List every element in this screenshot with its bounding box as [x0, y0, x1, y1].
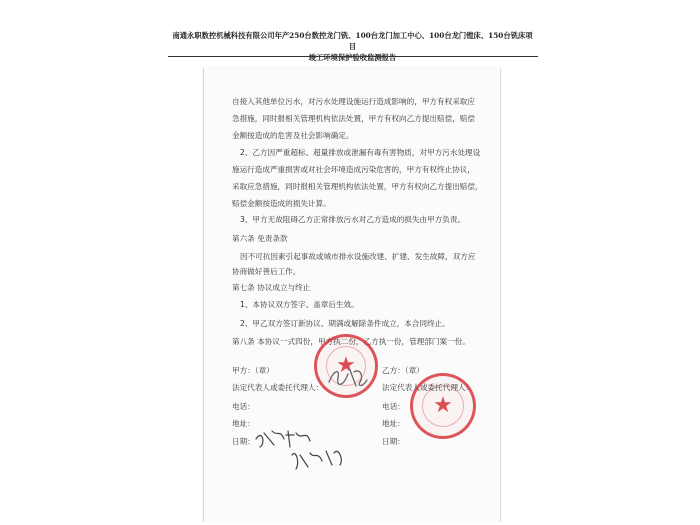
- header-line-1: 南通永职数控机械科技有限公司年产250台数控龙门铣、100台龙门加工中心、100台龙门镗床、150台铣床项目: [172, 31, 533, 51]
- party-a-address-label: 地址：: [232, 419, 255, 428]
- party-a-date-label: 日期：: [232, 437, 255, 446]
- party-b-legal-rep-label: 法定代表人或委托代理人：: [382, 383, 474, 392]
- section7-item-1: 1、本协议双方签字、盖章后生效。: [240, 300, 359, 309]
- section6-title: 第六条 免责条款: [232, 234, 288, 243]
- p2-line-2: 施运行造成严重损害或对社会环境造成污染危害的，甲方有权终止协议，: [232, 165, 475, 174]
- p1-line-1: 自接入其他单位污水，对污水处理设施运行造成影响的，甲方有权采取应: [232, 97, 475, 106]
- party-a-legal-rep-label: 法定代表人或委托代理人：: [232, 383, 324, 392]
- party-b-label: 乙方：（章）: [382, 366, 424, 375]
- p1-line-2: 急措施，同时报相关管理机构依法处置，甲方有权向乙方提出赔偿，赔偿: [232, 114, 475, 123]
- party-a-phone-label: 电话：: [232, 402, 255, 411]
- section6-line-2: 协商做好善后工作。: [232, 267, 301, 276]
- section8-line: 第八条 本协议一式四份，甲方执二份，乙方执一份，管理部门案一份。: [232, 337, 470, 346]
- handwritten-signature-date: [252, 425, 362, 483]
- party-b-seal: ★: [410, 373, 476, 439]
- header-line-2: 竣工环境保护验收监测报告: [308, 53, 397, 62]
- party-b-phone-label: 电话：: [382, 402, 405, 411]
- section6-line-1: 因不可抗因素引起事故或城市排水设施改建、扩建、发生故障，双方应: [240, 252, 476, 261]
- p2-line-3: 采取应急措施，同时报相关管理机构依法处置，甲方有权向乙方提出赔偿，: [232, 182, 483, 191]
- section7-item-2: 2、甲乙双方签订新协议、期满或解除条件成立，本合同终止。: [240, 319, 450, 328]
- party-a-seal: ★: [314, 334, 378, 398]
- party-a-label: 甲方：（章）: [232, 366, 274, 375]
- handwritten-signature-a: [326, 360, 370, 394]
- header-divider: [168, 56, 538, 57]
- section7-title: 第七条 协议成立与终止: [232, 283, 311, 292]
- party-b-address-label: 地址：: [382, 419, 405, 428]
- p1-line-3: 金额按造成的危害及社会影响确定。: [232, 131, 354, 140]
- p3-line: 3、甲方无故阻碍乙方正常排放污水对乙方造成的损失由甲方负责。: [240, 215, 466, 224]
- p2-line-1: 2、乙方因严重超标、超量排放或泄漏有毒有害物质，对甲方污水处理设: [240, 148, 481, 157]
- report-header: [170, 30, 535, 63]
- party-b-date-label: 日期：: [382, 437, 405, 446]
- p2-line-4: 赔偿金额按造成的损失计算。: [232, 199, 331, 208]
